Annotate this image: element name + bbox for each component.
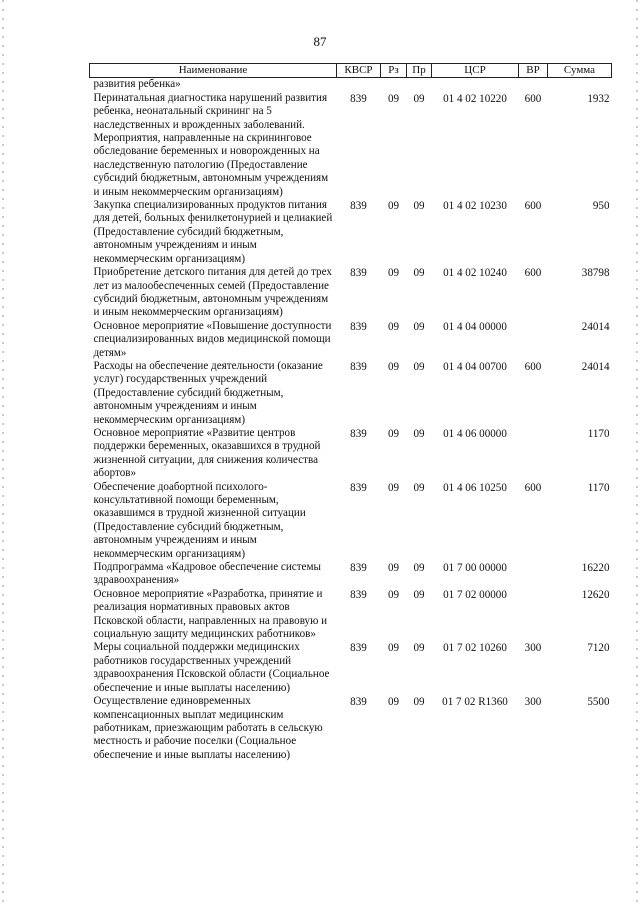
row-rz: 09: [387, 267, 400, 280]
row-sum: 7120: [587, 642, 610, 655]
row-kvsr: 839: [350, 360, 367, 373]
row-vr: [519, 588, 548, 642]
row-vr: 600: [524, 267, 542, 280]
row-pr: 09: [413, 200, 425, 213]
table-row: [90, 641, 612, 695]
row-name: Перинатальная диагностика нарушений развития ребенка, неонатальный скрининг на 5 наследственных и врожденных заболеваний. Мероприятия, направленные на скрининговое обследование беременных и новорожденных на наследственную патологию (Предоставление субсидий бюджетным, автономным учреждениям и иным некоммерческим организациям): [93, 91, 329, 198]
row-vr: 600: [524, 200, 542, 213]
table-row: [90, 695, 612, 762]
row-name: развития ребенка»: [93, 78, 181, 91]
header-name: Наименование: [90, 64, 337, 78]
row-name: Закупка специализированных продуктов питания для детей, больных фенилкетонурией и целиакией (Предоставление субсидий бюджетным, автономным учреждениям и иным некоммерческим организациям): [93, 199, 333, 265]
row-rz: 09: [387, 360, 400, 373]
row-csr: 01 4 06 00000: [443, 427, 507, 440]
row-sum: 24014: [581, 360, 610, 373]
row-sum: 1170: [587, 481, 610, 494]
row-sum: 950: [592, 200, 610, 213]
header-vr: ВР: [519, 64, 548, 78]
row-name: Обеспечение доабортной психолого-консультативной помощи беременным, оказавшимся в трудной жизненной ситуации (Предоставление субсидий бюджетным, автономным учреждениям и иным некоммерческим организациям): [93, 480, 306, 560]
row-vr: 300: [524, 642, 542, 655]
row-vr: 300: [524, 696, 542, 709]
row-pr: 09: [413, 562, 425, 575]
row-rz: 09: [387, 481, 400, 494]
table-row: [90, 92, 612, 199]
row-pr: 09: [413, 360, 425, 373]
row-pr: 09: [413, 696, 425, 709]
table-row: [90, 561, 612, 588]
row-csr: 01 4 02 10240: [443, 267, 507, 280]
row-sum: 1932: [587, 92, 610, 105]
row-name: Расходы на обеспечение деятельности (оказание услуг) государственных учреждений (Предоставление субсидий бюджетным, автономным учреждениям и иным некоммерческим организациям): [93, 359, 323, 426]
row-sum: 1170: [587, 427, 610, 440]
header-kvsr: КВСР: [337, 64, 381, 78]
row-rz: 09: [387, 320, 400, 333]
table-row: [90, 266, 612, 320]
row-csr: 01 7 02 R1360: [442, 696, 508, 709]
right-scan-edge: [636, 0, 638, 905]
budget-table: [89, 63, 612, 762]
row-csr: [432, 78, 519, 92]
page-number: 87: [313, 34, 327, 49]
row-csr: 01 4 04 00700: [443, 360, 507, 373]
table-row: [90, 199, 612, 266]
row-sum: [548, 78, 612, 92]
header-rz: Рз: [381, 64, 407, 78]
header-pr: Пр: [407, 64, 432, 78]
row-pr: 09: [413, 320, 425, 333]
table-row: [90, 427, 612, 481]
row-sum: 12620: [581, 588, 610, 601]
row-kvsr: 839: [350, 562, 367, 575]
row-vr: [519, 320, 548, 360]
row-csr: 01 7 02 00000: [443, 588, 507, 601]
row-kvsr: 839: [350, 642, 367, 655]
row-vr: 600: [524, 481, 542, 494]
row-kvsr: 839: [350, 200, 367, 213]
row-rz: 09: [387, 562, 400, 575]
row-sum: 24014: [581, 320, 610, 333]
row-pr: [407, 78, 432, 92]
row-name: Основное мероприятие «Разработка, принятие и реализация нормативных правовых актов Псковской области, направленных на правовую и социальную защиту медицинских работников»: [93, 587, 328, 641]
table-row: [90, 360, 612, 427]
row-name: Основное мероприятие «Повышение доступности специализированных видов медицинской помощи детям»: [93, 319, 332, 359]
row-kvsr: [337, 78, 381, 92]
left-scan-edge: [2, 0, 4, 905]
row-name: Меры социальной поддержки медицинских работников государственных учреждений здравоохранения Псковской области (Социальное обеспечение и иные выплаты населению): [93, 641, 330, 694]
table-row: [90, 320, 612, 360]
row-csr: 01 4 06 10250: [443, 481, 507, 494]
row-kvsr: 839: [350, 481, 367, 494]
row-pr: 09: [413, 588, 425, 601]
row-kvsr: 839: [350, 267, 367, 280]
row-pr: 09: [413, 92, 425, 105]
row-vr: [519, 427, 548, 481]
table-header-row: [90, 64, 612, 78]
row-vr: 600: [524, 360, 542, 373]
row-sum: 5500: [587, 696, 610, 709]
row-pr: 09: [413, 427, 425, 440]
row-rz: 09: [387, 200, 400, 213]
row-csr: 01 7 00 00000: [443, 562, 507, 575]
row-sum: 16220: [581, 562, 610, 575]
row-kvsr: 839: [350, 588, 367, 601]
row-csr: 01 4 04 00000: [443, 320, 507, 333]
row-csr: 01 4 02 10230: [443, 200, 507, 213]
row-rz: 09: [387, 588, 400, 601]
row-csr: 01 7 02 10260: [443, 642, 507, 655]
row-csr: 01 4 02 10220: [443, 92, 507, 105]
row-pr: 09: [413, 642, 425, 655]
row-pr: 09: [413, 481, 425, 494]
row-name: Приобретение детского питания для детей до трех лет из малообеспеченных семей (Предоставление субсидий бюджетным, автономным учреждениям и иным некоммерческим организациям): [93, 266, 332, 319]
row-kvsr: 839: [350, 92, 367, 105]
row-vr: [519, 561, 548, 588]
row-rz: 09: [387, 92, 400, 105]
row-rz: 09: [387, 696, 400, 709]
row-kvsr: 839: [350, 696, 367, 709]
header-sum: Сумма: [548, 64, 612, 78]
row-name: Осуществление единовременных компенсационных выплат медицинским работникам, приезжающим работать в сельскую местность и рабочие поселки (Социальное обеспечение и иные выплаты населению): [93, 695, 323, 761]
row-kvsr: 839: [350, 427, 367, 440]
row-name: Основное мероприятие «Развитие центров поддержки беременных, оказавшихся в трудной жизненной ситуации, для снижения количества абортов»: [93, 426, 321, 480]
row-pr: 09: [413, 267, 425, 280]
header-csr: ЦСР: [432, 64, 519, 78]
row-rz: 09: [387, 642, 400, 655]
table-row: [90, 481, 612, 561]
row-rz: [381, 78, 407, 92]
row-rz: 09: [387, 427, 400, 440]
row-vr: 600: [524, 92, 542, 105]
row-sum: 38798: [581, 267, 610, 280]
row-vr: [519, 78, 548, 92]
row-name: Подпрограмма «Кадровое обеспечение системы здравоохранения»: [93, 561, 321, 587]
table-row: [90, 588, 612, 642]
row-kvsr: 839: [350, 320, 367, 333]
table-row: [90, 78, 612, 92]
